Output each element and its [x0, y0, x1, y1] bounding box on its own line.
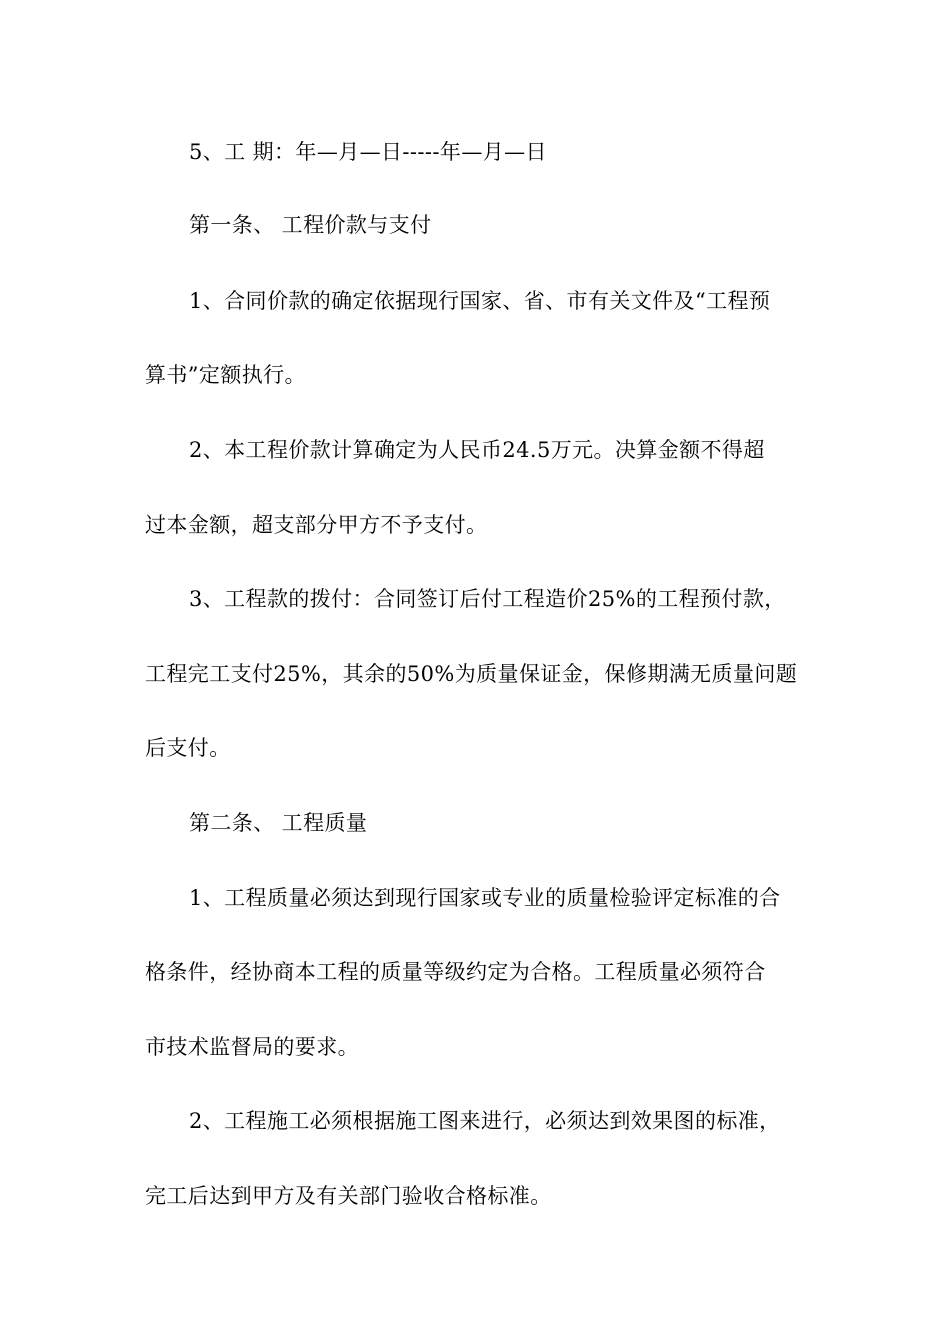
article-one-item-2-line-2: 过本金额，超支部分甲方不予支付。 [145, 513, 488, 537]
article-two-item-1-line-3: 市技术监督局的要求。 [145, 1035, 359, 1059]
article-one-item-3-line-1: 3、工程款的拨付：合同签订后付工程造价25%的工程预付款， [189, 587, 786, 611]
article-one-item-1-line-1: 1、合同价款的确定依据现行国家、省、市有关文件及“工程预 [189, 289, 771, 313]
article-one-item-2-line-1: 2、本工程价款计算确定为人民币24.5万元。决算金额不得超 [189, 438, 765, 462]
article-two-heading: 第二条、 工程质量 [189, 811, 368, 835]
article-two-item-1-line-1: 1、工程质量必须达到现行国家或专业的质量检验评定标准的合 [189, 886, 781, 910]
article-one-heading: 第一条、 工程价款与支付 [189, 213, 432, 237]
clause-duration: 5、工 期：年—月—日-----年—月—日 [189, 140, 547, 164]
article-one-item-3-line-3: 后支付。 [145, 736, 231, 760]
article-two-item-1-line-2: 格条件，经协商本工程的质量等级约定为合格。工程质量必须符合 [145, 960, 766, 984]
article-one-item-1-line-2: 算书”定额执行。 [145, 363, 306, 387]
article-two-item-2-line-2: 完工后达到甲方及有关部门验收合格标准。 [145, 1184, 552, 1208]
article-one-item-3-line-2: 工程完工支付25%，其余的50%为质量保证金，保修期满无质量问题 [145, 662, 798, 686]
article-two-item-2-line-1: 2、工程施工必须根据施工图来进行，必须达到效果图的标准， [189, 1109, 781, 1133]
